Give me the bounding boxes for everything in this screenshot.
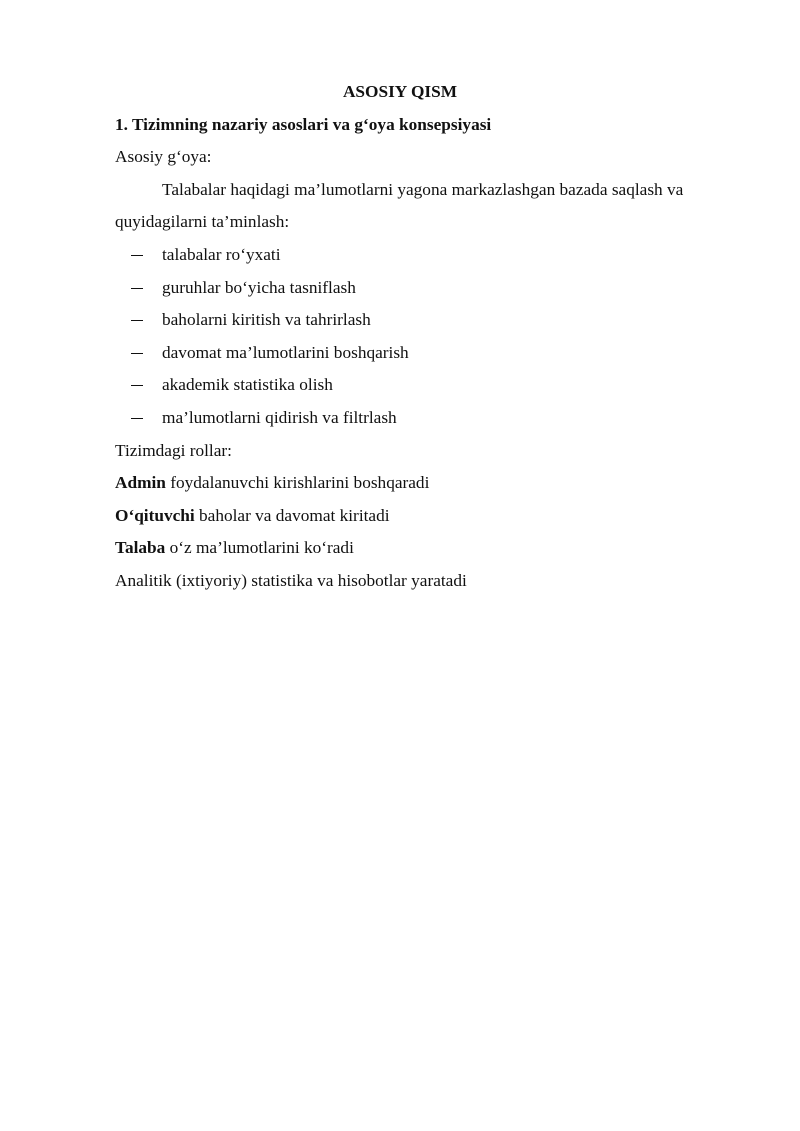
document-page bbox=[115, 76, 735, 598]
roles-label: Tizimdagi rollar: bbox=[115, 440, 232, 460]
role-line-admin bbox=[115, 467, 735, 500]
list-item: ma’lumotlarni qidirish va filtrlash bbox=[162, 407, 397, 427]
role-line-student bbox=[115, 532, 735, 565]
role-name: Talaba bbox=[115, 538, 166, 558]
list-item: davomat ma’lumotlarini boshqarish bbox=[162, 342, 409, 362]
list-item: baholarni kiritish va tahrirlash bbox=[162, 310, 371, 330]
role-line-teacher bbox=[115, 500, 735, 533]
list-item: guruhlar bo‘yicha tasniflash bbox=[162, 277, 356, 297]
main-idea-label: Asosiy g‘oya: bbox=[115, 147, 212, 167]
role-description: foydalanuvchi kirishlarini boshqaradi bbox=[165, 473, 430, 493]
list-item: akademik statistika olish bbox=[162, 375, 333, 395]
list-item: talabalar ro‘yxati bbox=[162, 244, 281, 264]
section-title: 1. Tizimning nazariy asoslari va g‘oya konsepsiyasi bbox=[115, 114, 492, 134]
analytics-line: Analitik (ixtiyoriy) statistika va hisobotlar yaratadi bbox=[115, 570, 467, 590]
role-name: O‘qituvchi bbox=[115, 505, 195, 525]
paragraph-line-2: quyidagilarni ta’minlash: bbox=[115, 212, 290, 232]
role-description: baholar va davomat kiritadi bbox=[194, 505, 390, 525]
paragraph-line-1: Talabalar haqidagi ma’lumotlarni yagona markazlashgan bazada saqlash va bbox=[162, 179, 684, 199]
page-heading: ASOSIY QISM bbox=[342, 82, 458, 101]
role-name: Admin bbox=[115, 473, 166, 493]
feature-list bbox=[115, 239, 735, 435]
role-description: o‘z ma’lumotlarini ko‘radi bbox=[165, 538, 354, 558]
